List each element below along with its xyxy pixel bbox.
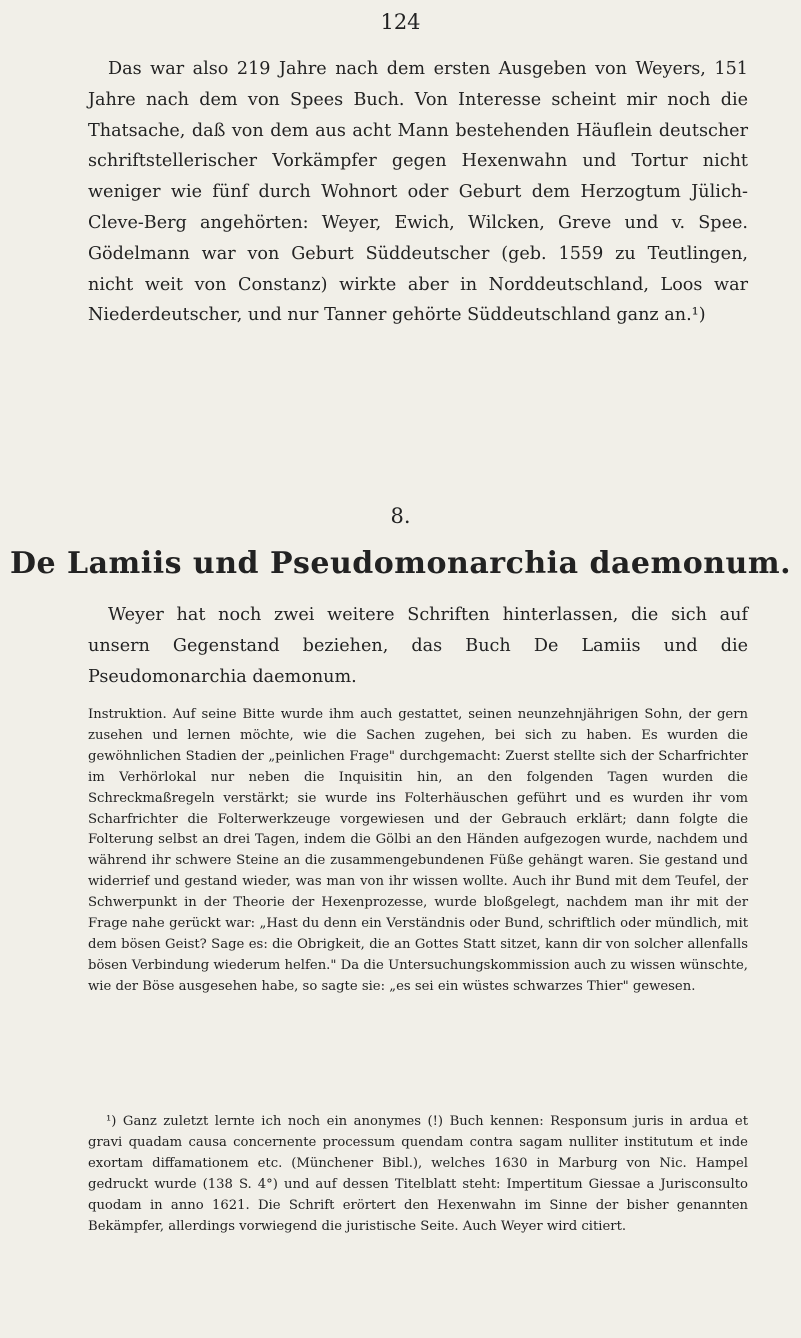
instruction-text: Instruktion. Auf seine Bitte wurde ihm auch gestattet, seinen neunzehnjährigen Sohn, der gern zusehen und lernen möchte, wie die Sachen zugehen, bei sich zu haben. Es wurden die gewöhnlichen Stadien der „peinlichen Frage" durchgemacht: Zuerst stellte sich der Scharfrichter im Verhörlokal nur neben die Inquisitin hin, an den folgenden Tagen wurden die Schreckmaßregeln verstärkt; sie wurde ins Folterhäuschen geführt und es wurden ihr vom Scharfrichter die Folterwerkzeuge vorgewiesen und der Gebrauch erklärt; dann folgte die Folterung selbst an drei Tagen, indem die Gölbi an den Händen aufgezogen wurde, nachdem und während ihr schwere Steine an die zusammengebundenen Füße gehängt waren. Sie gestand und widerrief und gestand wieder, was man von ihr wissen wollte. Auch ihr Bund mit dem Teufel, der Schwerpunkt in der Theorie der Hexenprozesse, wurde bloßgelegt, nachdem man ihr mit der Frage nahe gerückt war: „Hast du denn ein Verständnis oder Bund, schriftlich oder mündlich, mit dem bösen Geist? Sage es: die Obrigkeit, die an Gottes Statt sitzet, kann dir von solcher allenfalls bösen Verbindung wiederum helfen." Da die Untersuchungskommission auch zu wissen wünschte, wie der Böse ausgesehen habe, so sagte sie: „es sei ein wüstes schwarzes Thier" gewesen. (88, 707, 748, 994)
body-paragraph-2: Weyer hat noch zwei weitere Schriften hinterlassen, die sich auf unsern Gegenstand beziehen, das Buch De Lamiis und die Pseudomonarchia daemonum. (88, 605, 748, 687)
section-number: 8. (390, 504, 411, 528)
page-number: 124 (380, 10, 421, 34)
footnote: ¹) Ganz zuletzt lernte ich noch ein anonymes (!) Buch kennen: Responsum juris in ardua et gravi quadam causa concernente processum quendam contra sagam nulliter institutum et inde exortam diffamationem etc. (Münchener Bibl.), welches 1630 in Marburg von Nic. Hampel gedruckt wurde (138 S. 4°) und auf dessen Titelblatt steht: Impertitum Giessae a Jurisconsulto quodam in anno 1621. Die Schrift erörtert den Hexenwahn im Sinne der bisher genannten Bekämpfer, allerdings vorwiegend die juristische Seite. Auch Weyer wird citiert. (88, 1114, 748, 1234)
section-title: De Lamiis und Pseudomonarchia daemonum. (9, 546, 792, 581)
body-paragraph-1: Das war also 219 Jahre nach dem ersten Ausgeben von Weyers, 151 Jahre nach dem von Spees Buch. Von Interesse scheint mir noch die Thatsache, daß von dem aus acht Mann bestehenden Häuflein deutscher schriftstellerischer Vorkämpfer gegen Hexenwahn und Tortur nicht weniger wie fünf durch Wohnort oder Geburt dem Herzogtum Jülich-Cleve-Berg angehörten: Weyer, Ewich, Wilcken, Greve und v. Spee. Gödelmann war von Geburt Süddeutscher (geb. 1559 zu Teutlingen, nicht weit von Constanz) wirkte aber in Norddeutschland, Loos war Niederdeutscher, und nur Tanner gehörte Süddeutschland ganz an.¹) (88, 59, 748, 326)
